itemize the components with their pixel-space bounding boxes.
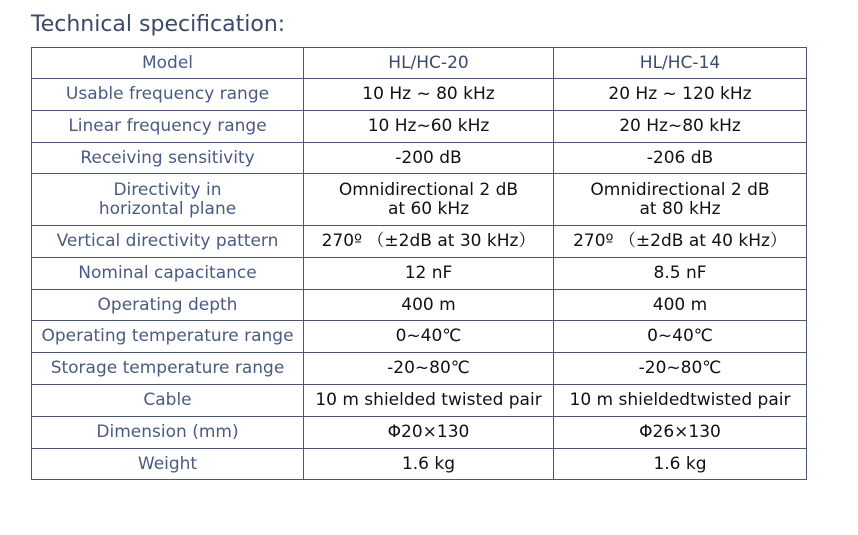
spec-value-hl-hc-14 <box>554 321 807 353</box>
spec-value: 12 nF <box>404 263 453 283</box>
spec-value: 10 Hz ~ 80 kHz <box>362 84 495 104</box>
spec-value-hl-hc-14 <box>554 385 807 417</box>
spec-value: 8.5 nF <box>653 263 707 283</box>
table-row <box>32 79 807 111</box>
spec-label: Weight <box>137 453 198 474</box>
spec-value: 10 m shielded twisted pair <box>315 390 542 410</box>
spec-value-hl-hc-14 <box>554 79 807 111</box>
spec-value-hl-hc-20 <box>304 321 554 353</box>
spec-value: 10 m shieldedtwisted pair <box>569 390 791 410</box>
spec-value: 10 Hz~60 kHz <box>367 116 490 136</box>
spec-label-cell <box>32 353 304 385</box>
spec-value-hl-hc-20 <box>304 258 554 290</box>
spec-value-hl-hc-20 <box>304 143 554 174</box>
spec-label-cell <box>32 226 304 258</box>
spec-label: Cable <box>143 390 192 410</box>
spec-label: Linear frequency range <box>68 116 267 136</box>
spec-value: 1.6 kg <box>653 453 707 474</box>
spec-label-cell <box>32 258 304 290</box>
table-row <box>32 353 807 385</box>
spec-label: Vertical directivity pattern <box>56 231 279 251</box>
spec-value: -206 dB <box>646 147 714 168</box>
table-row <box>32 143 807 174</box>
table-row <box>32 449 807 480</box>
table-row <box>32 321 807 353</box>
spec-label: Operating temperature range <box>41 326 294 346</box>
spec-value: Φ20×130 <box>387 422 470 442</box>
model-header-hl-hc-20: HL/HC-20 <box>304 48 554 79</box>
spec-value: Omnidirectional 2 dB <box>338 179 519 200</box>
spec-label: Nominal capacitance <box>78 263 257 283</box>
table-header-row <box>32 48 807 79</box>
spec-value-hl-hc-14 <box>554 417 807 449</box>
spec-value: at 80 kHz <box>639 198 721 219</box>
spec-value: -20~80℃ <box>638 358 722 378</box>
spec-label-cell <box>32 385 304 417</box>
spec-label-cell <box>32 111 304 143</box>
spec-label: horizontal plane <box>98 198 237 219</box>
spec-label: Storage temperature range <box>50 358 285 378</box>
spec-value-hl-hc-14 <box>554 258 807 290</box>
spec-value: 0~40℃ <box>395 326 462 346</box>
spec-label: Dimension (mm) <box>96 422 239 442</box>
spec-value-hl-hc-14 <box>554 111 807 143</box>
spec-value: 1.6 kg <box>401 453 456 474</box>
spec-value-hl-hc-14 <box>554 143 807 174</box>
spec-value: -200 dB <box>395 147 462 168</box>
spec-label-cell <box>32 143 304 174</box>
spec-label-cell <box>32 321 304 353</box>
spec-value-hl-hc-14 <box>554 174 807 226</box>
spec-value-hl-hc-14 <box>554 290 807 321</box>
spec-value-hl-hc-20 <box>304 111 554 143</box>
model-header-label: Model <box>32 48 304 79</box>
spec-label-cell <box>32 290 304 321</box>
spec-value: Omnidirectional 2 dB <box>590 179 770 200</box>
spec-value: 20 Hz ~ 120 kHz <box>608 84 752 104</box>
page-title: Technical specification: <box>31 12 286 37</box>
spec-value: -20~80℃ <box>387 358 470 378</box>
spec-value-hl-hc-20 <box>304 226 554 258</box>
spec-value-hl-hc-20 <box>304 449 554 480</box>
spec-value: 400 m <box>652 294 708 315</box>
spec-value-hl-hc-20 <box>304 290 554 321</box>
spec-value: 400 m <box>401 294 456 315</box>
spec-table-body <box>32 48 807 480</box>
table-row <box>32 417 807 449</box>
spec-table <box>31 47 807 480</box>
model-header-hl-hc-14: HL/HC-14 <box>554 48 807 79</box>
spec-value-hl-hc-20 <box>304 417 554 449</box>
spec-label: Usable frequency range <box>65 84 270 104</box>
table-row <box>32 174 807 226</box>
spec-value: 0~40℃ <box>647 326 713 346</box>
table-row <box>32 290 807 321</box>
spec-value-hl-hc-20 <box>304 174 554 226</box>
table-row <box>32 385 807 417</box>
table-row <box>32 226 807 258</box>
spec-value: Φ26×130 <box>639 422 721 442</box>
spec-label: Directivity in <box>113 179 222 200</box>
spec-value-hl-hc-14 <box>554 353 807 385</box>
spec-value-hl-hc-20 <box>304 353 554 385</box>
spec-label-cell <box>32 174 304 226</box>
spec-value-hl-hc-14 <box>554 226 807 258</box>
table-row <box>32 258 807 290</box>
spec-value: 20 Hz~80 kHz <box>619 116 741 136</box>
spec-label-cell <box>32 449 304 480</box>
spec-label-cell <box>32 417 304 449</box>
spec-value-hl-hc-20 <box>304 79 554 111</box>
spec-label: Receiving sensitivity <box>80 147 255 168</box>
spec-value-hl-hc-14 <box>554 449 807 480</box>
table-row <box>32 111 807 143</box>
spec-value: 270º （±2dB at 40 kHz） <box>573 231 787 251</box>
spec-value: at 60 kHz <box>387 198 470 219</box>
spec-label: Operating depth <box>97 294 238 315</box>
spec-value: 270º （±2dB at 30 kHz） <box>321 231 536 251</box>
spec-label-cell <box>32 79 304 111</box>
spec-value-hl-hc-20 <box>304 385 554 417</box>
